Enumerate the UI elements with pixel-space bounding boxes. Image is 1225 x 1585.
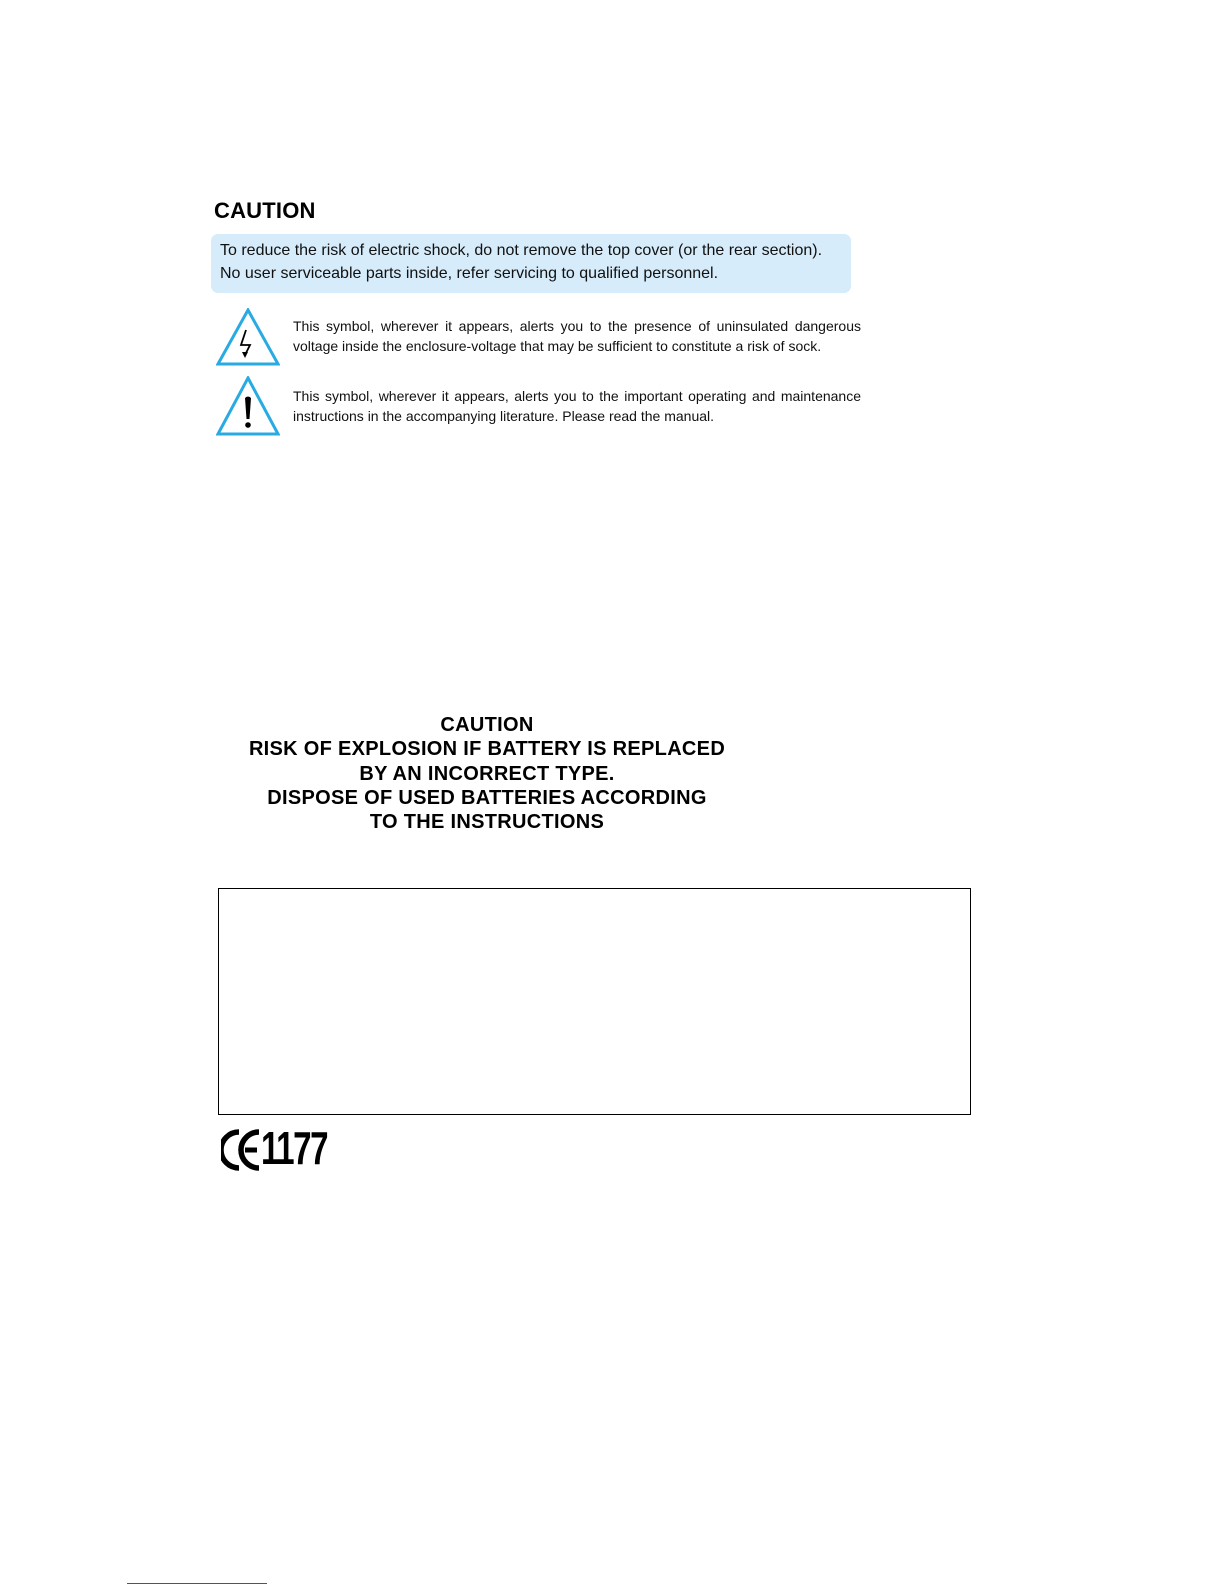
exclamation-symbol-line-2: instructions in the accompanying literature. Please read the manual. [293,408,715,424]
battery-caution-title: CAUTION [440,714,534,736]
lightning-symbol-line-1: This symbol, wherever it appears, alerts you to the presence of uninsulated dangerous [293,318,861,334]
battery-caution-line-4: TO THE INSTRUCTIONS [369,811,605,834]
exclamation-symbol-row [216,376,861,438]
battery-caution-line-1: RISK OF EXPLOSION IF BATTERY IS REPLACED [248,738,726,761]
battery-caution-line-2: BY AN INCORRECT TYPE. [359,762,615,785]
lightning-symbol-row [216,308,861,370]
lightning-warning-icon [216,308,280,366]
caution-heading: CAUTION [214,198,316,223]
battery-caution-line-3: DISPOSE OF USED BATTERIES ACCORDING [267,786,707,809]
ce-logo-icon [221,1126,265,1174]
empty-frame-box [218,888,971,1115]
shock-warning-line-1: To reduce the risk of electric shock, do not remove the top cover (or the rear section). [220,242,823,259]
lightning-symbol-line-2: voltage inside the enclosure-voltage that may be sufficient to constitute a risk of sock. [293,338,822,354]
exclamation-warning-icon [216,376,280,436]
footer-rule [127,1583,267,1584]
shock-warning-box [211,234,851,293]
lightning-symbol-text [293,316,861,356]
exclamation-symbol-text [293,386,861,426]
ce-notified-body-number: 1177 [261,1122,328,1174]
battery-caution-notice [222,713,752,834]
ce-mark-logo [221,1122,328,1179]
shock-warning-line-2: No user serviceable parts inside, refer servicing to qualified personnel. [220,265,719,282]
exclamation-symbol-line-1: This symbol, wherever it appears, alerts you to the important operating and maintenance [293,388,861,404]
